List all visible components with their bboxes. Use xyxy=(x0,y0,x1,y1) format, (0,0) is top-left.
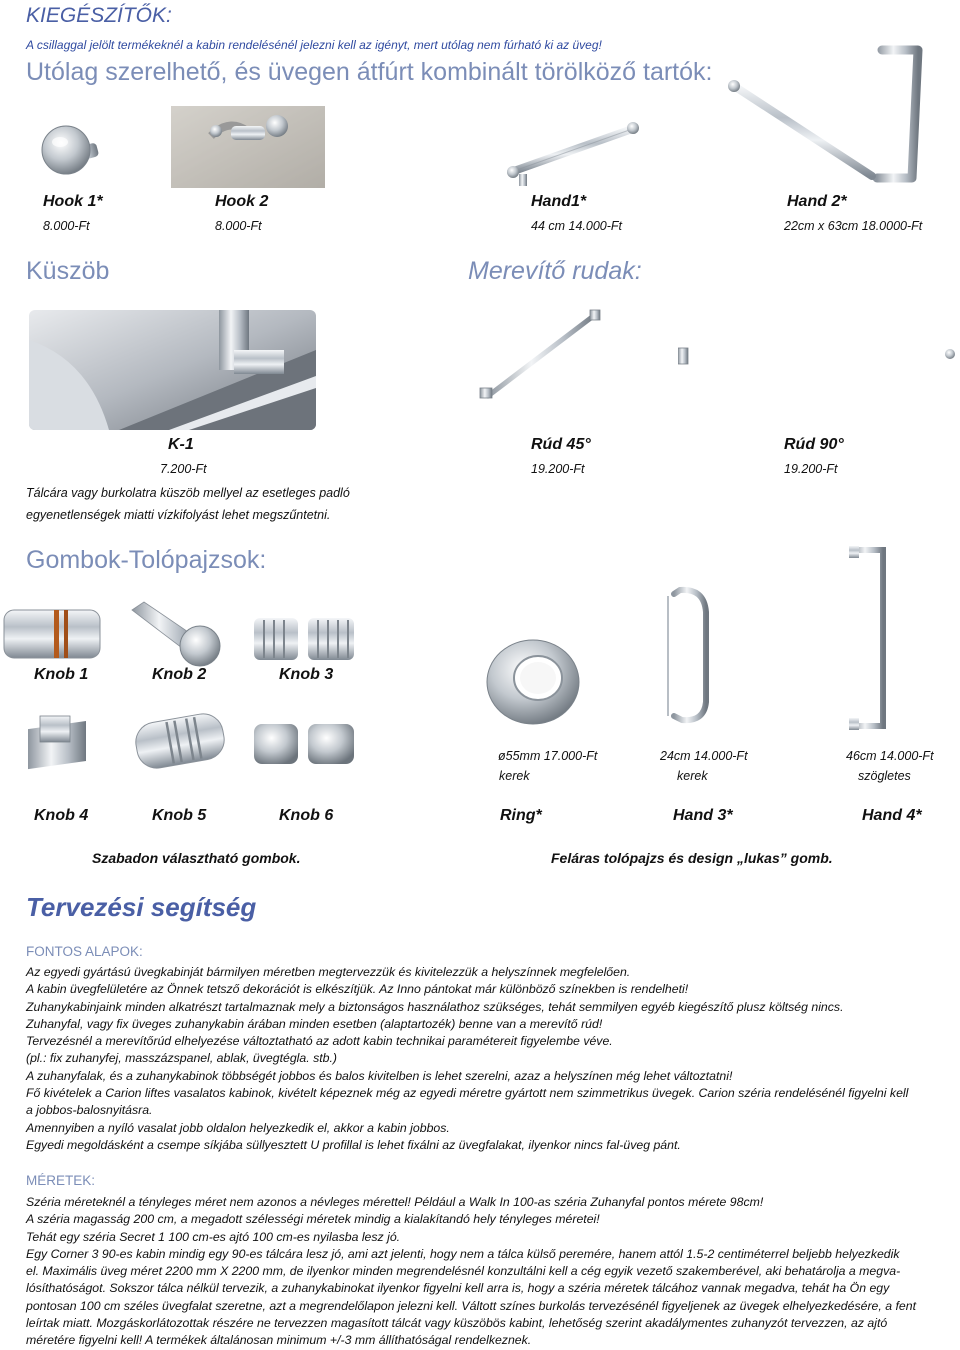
knob6-image xyxy=(252,718,356,768)
sizes-line: A széria magasság 200 cm, a megadott szélességi méretek mindig a kialakítandó hely tényleges méretei! xyxy=(26,1212,600,1227)
basics-line: A zuhanyfalak, és a zuhanykabinok többségét jobbos és balos kivitelben is lehet szerelni, azaz a helyszínen még lehet változtatni! xyxy=(26,1068,733,1083)
sizes-line: el. Maximális üveg méret 2200 mm X 2200 mm, de ilyenkor minden megrendelésnél konzultálni kell a cég egyik vezető szakemberével, aki behatárolja a megva- xyxy=(26,1264,901,1279)
hand3-shape: kerek xyxy=(677,769,708,783)
planning-title: Tervezési segítség xyxy=(26,892,257,922)
hook2-name: Hook 2 xyxy=(215,193,269,210)
threshold-desc-1: Tálcára vagy burkolatra küszöb mellyel az esetleges padló xyxy=(26,486,350,500)
knob1-image xyxy=(2,604,102,664)
accessories-note: A csillaggal jelölt termékeknél a kabin rendelésénél jelezni kell az igényt, mert utólag nem fúrható ki az üveg! xyxy=(26,38,602,52)
hand1-name: Hand1* xyxy=(531,193,587,210)
rod90-name: Rúd 90° xyxy=(784,436,844,453)
basics-line: Zuhanykabinjaink minden alkatrészt tartalmaznak mely a biztonságos használathoz szükséges, tehát semmilyen egyéb kiegészítő plusz költség nincs. xyxy=(26,999,844,1014)
basics-line: Fő kivételek a Carion liftes vasalatos kabinok, kivételt képeznek még az egyedi méretre gyártott nem szimmetrikus üvegek. Carion széria rendelésénél figyelni kell xyxy=(26,1086,909,1101)
hand3-image xyxy=(660,586,718,726)
hand2-price: 22cm x 63cm 18.0000-Ft xyxy=(784,219,923,233)
knob2-name: Knob 2 xyxy=(152,666,207,683)
ring-image xyxy=(482,632,584,728)
rod90-image xyxy=(678,342,960,372)
ring-name: Ring* xyxy=(500,807,542,824)
knob5-name: Knob 5 xyxy=(152,807,207,824)
accessories-subtitle: Utólag szerelhető, és üvegen átfúrt kombinált törölköző tartók: xyxy=(26,58,713,86)
knob2-image xyxy=(130,600,230,670)
knob3-image xyxy=(252,616,356,662)
sizes-title: MÉRETEK: xyxy=(26,1173,96,1188)
basics-line: Amennyiben a nyíló vasalat jobb oldalon helyezkedik el, akkor a kabin jobbos. xyxy=(26,1120,450,1135)
knob3-name: Knob 3 xyxy=(279,666,334,683)
hand1-image xyxy=(497,112,647,192)
basics-line: Az egyedi gyártású üvegkabinját bármilyen méretben megtervezzük és kivitelezzük a helyszínnek megfelelően. xyxy=(26,965,631,979)
hook1-price: 8.000-Ft xyxy=(43,219,90,233)
knobs-caption: Szabadon választható gombok. xyxy=(92,850,301,866)
sizes-line: Egy Corner 3 90-es kabin mindig egy 90-es tálcára lesz jó, ami azt jelenti, hogy nem a tálca külső peremére, hanem attól 1.5-2 centiméterrel beljebb helyezkedik xyxy=(26,1246,900,1261)
accessories-title: KIEGÉSZÍTŐK: xyxy=(26,4,172,27)
hook1-name: Hook 1* xyxy=(43,193,103,210)
basics-line: Tervezésnél a merevítőrúd elhelyezése változtatható az adott kabin technikai paramétereit figyelembe véve. xyxy=(26,1034,613,1049)
sizes-line: pontosan 100 cm széles üvegfalat szeretne, azt a megrendelőlapon jelezni kell. Váltott színes burkolás tervezésénél figyeljenek az üvegek elhelyezkedésére, a fent xyxy=(26,1298,916,1313)
basics-list xyxy=(26,964,956,1154)
hook1-image xyxy=(38,112,118,182)
hand4-shape: szögletes xyxy=(858,769,911,783)
sizes-line: Széria méreteknél a tényleges méret nem azonos a névleges mérettel! Például a Walk In 100-as széria Zuhanyfal pontos mérete 98cm! xyxy=(26,1195,764,1209)
hand3-name: Hand 3* xyxy=(673,807,733,824)
sizes-list xyxy=(26,1194,958,1350)
knob5-image xyxy=(132,708,228,774)
hand3-size: 24cm 14.000-Ft xyxy=(660,749,748,763)
rod45-price: 19.200-Ft xyxy=(531,462,585,476)
basics-title: FONTOS ALAPOK: xyxy=(26,944,143,959)
rod45-image xyxy=(474,308,604,408)
hook2-image xyxy=(171,106,325,188)
threshold-image xyxy=(29,310,316,430)
sizes-line: lósíthatóságot. Sokszor tálca nélkül tervezik, a zuhanykabinokat ilyenkor figyelni kell arra is, hogy a széria méretek tálcához vannak megadva, tehát ha Ön egy xyxy=(26,1281,890,1296)
hand2-name: Hand 2* xyxy=(787,193,847,210)
rod45-name: Rúd 45° xyxy=(531,436,591,453)
threshold-name: K-1 xyxy=(168,436,194,453)
handles-caption: Feláras tolópajzs és design „lukas” gomb. xyxy=(551,850,833,866)
threshold-title: Küszöb xyxy=(26,257,110,285)
hand4-size: 46cm 14.000-Ft xyxy=(846,749,934,763)
rod90-price: 19.200-Ft xyxy=(784,462,838,476)
sizes-line: Tehát egy széria Secret 1 100 cm-es ajtó 100 cm-es nyilasba lesz jó. xyxy=(26,1229,401,1244)
knob1-name: Knob 1 xyxy=(34,666,89,683)
sizes-line: méretére figyelni kell! A termékek általánosan minimum +/-3 mm állíthatóságal rendelkeznek. xyxy=(26,1333,532,1348)
ring-shape: kerek xyxy=(499,769,530,783)
threshold-price: 7.200-Ft xyxy=(160,462,207,476)
hand1-price: 44 cm 14.000-Ft xyxy=(531,219,623,233)
sizes-line: leírtak miatt. Mozgáskorlátozottak részére ne tervezzen magasított tálcát vagy küszöbös kabint, lehetőség szerint akadálymentes zuhanyzót tervezzen, az ajtó xyxy=(26,1316,888,1331)
basics-line: Zuhanyfal, vagy fix üveges zuhanykabin árában minden esetben (alaptartozék) benne van a merevítő rúd! xyxy=(26,1016,603,1031)
knob4-name: Knob 4 xyxy=(34,807,89,824)
hook2-price: 8.000-Ft xyxy=(215,219,262,233)
hand4-name: Hand 4* xyxy=(862,807,922,824)
rods-title: Merevítő rudak: xyxy=(468,257,642,285)
basics-line: a jobbos-balosnyitásra. xyxy=(26,1103,153,1118)
basics-line: A kabin üvegfelületére az Önnek tetsző dekorációt is elkészítjük. Az Inno pántokat már különböző színekben is rendelheti! xyxy=(26,982,689,997)
hand4-image xyxy=(843,544,903,732)
basics-line: Egyedi megoldásként a csempe síkjába süllyesztett U profillal is lehet fixálni az üvegfalakat, ilyenkor nincs fal-üveg pánt. xyxy=(26,1137,681,1152)
knob4-image xyxy=(22,710,92,772)
hand2-image xyxy=(722,38,927,193)
threshold-desc-2: egyenetlenségek miatti vízkifolyást lehet megszűntetni. xyxy=(26,508,331,522)
knob6-name: Knob 6 xyxy=(279,807,334,824)
basics-line: (pl.: fix zuhanyfej, masszázspanel, ablak, üvegtégla. stb.) xyxy=(26,1051,337,1066)
ring-size: ø55mm 17.000-Ft xyxy=(498,749,598,763)
knobs-title: Gombok-Tolópajzsok: xyxy=(26,546,267,574)
